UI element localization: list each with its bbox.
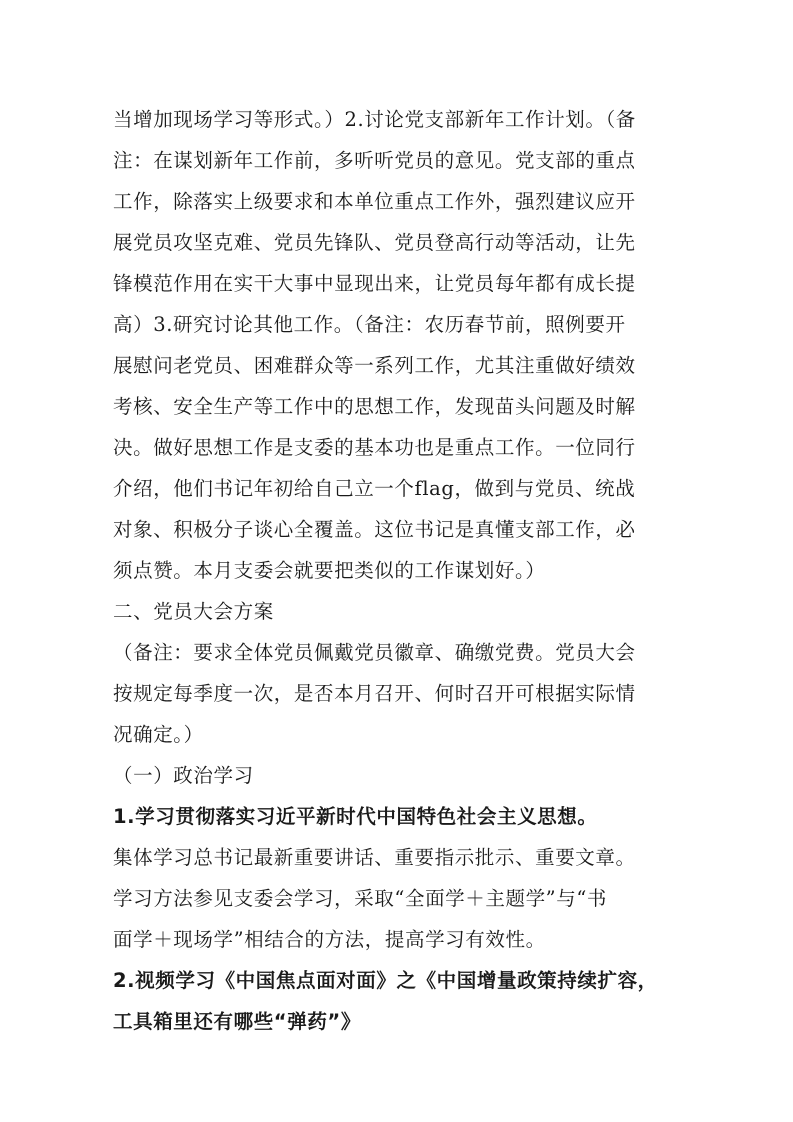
body-line: 工作，除落实上级要求和本单位重点工作外，强烈建议应开: [113, 190, 636, 213]
body-line: 况确定。）: [113, 723, 204, 746]
body-line: 按规定每季度一次，是否本月召开、何时召开可根据实际情: [113, 682, 636, 705]
body-line: 当增加现场学习等形式。）2.讨论党支部新年工作计划。（备: [113, 108, 636, 131]
body-line: 面学＋现场学”相结合的方法，提高学习有效性。: [113, 928, 546, 951]
body-line: 注：在谋划新年工作前，多听听党员的意见。党支部的重点: [113, 149, 636, 172]
body-line: 高）3.研究讨论其他工作。（备注：农历春节前，照例要开: [113, 313, 626, 336]
body-line: 须点赞。本月支委会就要把类似的工作谋划好。）: [113, 559, 546, 582]
body-line: 对象、积极分子谈心全覆盖。这位书记是真懂支部工作，必: [113, 518, 636, 541]
body-line: 展慰问老党员、困难群众等一系列工作，尤其注重做好绩效: [113, 354, 636, 377]
body-line: 决。做好思想工作是支委的基本功也是重点工作。一位同行: [113, 436, 636, 459]
body-line: 考核、安全生产等工作中的思想工作，发现苗头问题及时解: [113, 395, 636, 418]
section-heading: 二、党员大会方案: [113, 600, 274, 623]
body-line: 锋模范作用在实干大事中显现出来，让党员每年都有成长提: [113, 272, 636, 295]
body-line: 展党员攻坚克难、党员先锋队、党员登高行动等活动，让先: [113, 231, 636, 254]
subsection-heading: （一）政治学习: [113, 764, 254, 787]
body-line: 学习方法参见支委会学习，采取“全面学＋主题学”与“书: [113, 887, 608, 910]
item-heading: 工具箱里还有哪些“弹药”》: [113, 1010, 361, 1033]
body-line: （备注：要求全体党员佩戴党员徽章、确缴党费。党员大会: [113, 641, 636, 664]
item-heading: 2.视频学习《中国焦点面对面》之《中国增量政策持续扩容，: [113, 969, 658, 992]
item-heading: 1.学习贯彻落实习近平新时代中国特色社会主义思想。: [113, 805, 598, 828]
body-line: 集体学习总书记最新重要讲话、重要指示批示、重要文章。: [113, 846, 636, 869]
body-line: 介绍，他们书记年初给自己立一个flag，做到与党员、统战: [113, 477, 636, 500]
